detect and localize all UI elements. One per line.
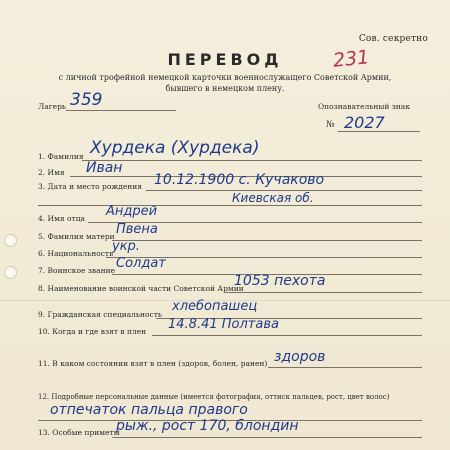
field-label-5: 5. Фамилия матери [38,232,115,241]
field-value-4: Андрей [106,204,158,219]
stamp-number: 231 [331,46,371,72]
field-label-7: 7. Воинское звание [38,266,116,275]
field-label-9: 9. Гражданская специальность [38,310,162,319]
field-value-11: здоров [274,349,326,365]
field-label-11: 11. В каком состоянии взят в плен (здоров, болен, ранен) [38,359,268,368]
field-value-9: хлебопашец [172,299,258,314]
field-label-10: 10. Когда и где взят в плен [38,327,147,336]
camp-label: Лагерь [38,102,66,111]
field-value-7: Солдат [116,256,166,271]
field-value-3: 10.12.1900 с. Кучаково [154,172,325,188]
field-value-10: 14.8.41 Полтава [168,317,279,332]
field-value-13: рыж., рост 170, блондин [116,418,299,434]
punch-hole-bottom [4,266,17,279]
field-line-1 [82,160,422,161]
field-line-10 [152,335,422,336]
field-label-4: 4. Имя отца [38,214,85,223]
field-value-12: отпечаток пальца правого [50,402,248,418]
field-label-8: 8. Наименование воинской части Советской Армии [38,284,244,293]
field-value-6: укр. [112,239,140,254]
field-label-6: 6. Национальность [38,249,114,258]
field-label-3: 3. Дата и место рождения [38,182,143,191]
camp-line [66,110,176,111]
field-line-8 [224,292,422,293]
field-value-8: 1053 пехота [234,273,326,289]
field-line-5 [112,240,422,241]
id-tag-prefix: № [326,120,335,130]
field-value-3-cont: Киевская об. [232,191,314,205]
classification-label: Сов. секретно [358,34,428,44]
id-tag-label: Опознавательный знак [318,102,410,111]
subtitle-line-2: бывшего в немецком плену. [165,84,285,93]
subtitle-line-1: с личной трофейной немецкой карточки военнослужащего Советской Армии, [58,73,392,82]
id-tag-value: 2027 [344,113,385,132]
field-value-5: Пвена [116,222,158,237]
field-line-13 [112,437,422,438]
camp-value: 359 [70,90,103,110]
field-line-11 [268,367,422,368]
punch-hole-top [4,234,17,247]
field-label-1: 1. Фамилия [38,152,84,161]
field-value-1: Хурдека (Хурдека) [90,138,260,158]
field-value-2: Иван [86,160,123,176]
document-title: ПЕРЕВОД [167,50,283,69]
field-label-2: 2. Имя [38,168,65,177]
field-label-12: 12. Подробные персональные данные (имеется фотография, оттиск пальцев, рост, цвет волос) [38,393,390,401]
field-line-3b [38,205,422,206]
field-label-13: 13. Особые приметы [38,428,120,437]
